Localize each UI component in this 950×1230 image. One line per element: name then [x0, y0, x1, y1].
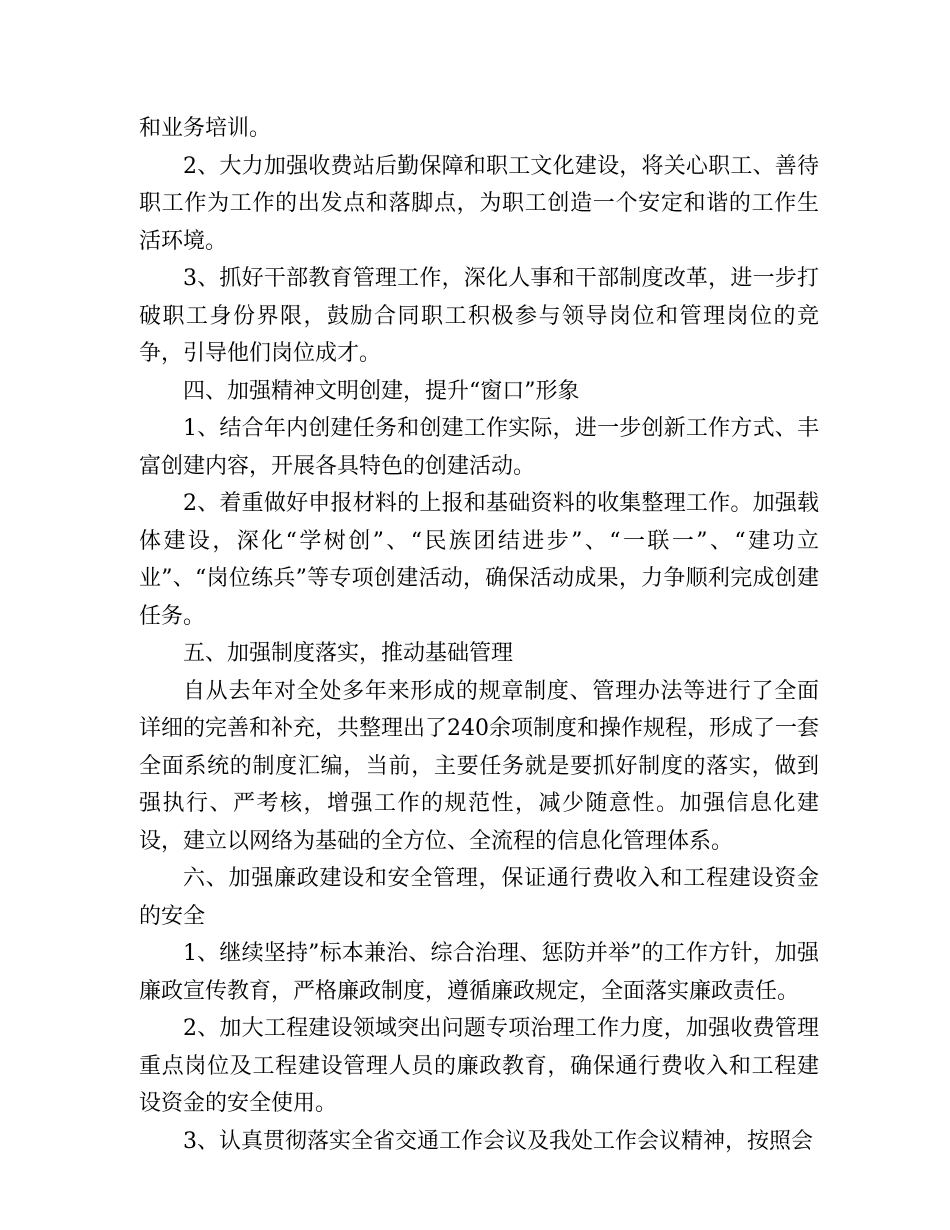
paragraph: 1、结合年内创建任务和创建工作实际，进一步创新工作方式、丰富创建内容，开展各具特色的创建活动。	[139, 416, 819, 479]
paragraph: 和业务培训。	[139, 116, 272, 141]
paragraph: 2、着重做好申报材料的上报和基础资料的收集整理工作。加强载体建设，深化“学树创”、“民族团结进步”、“一联一”、“建功立业”、“岗位练兵”等专项创建活动，确保活动成果，力争顺利完成创建任务。	[139, 491, 819, 629]
paragraph: 自从去年对全处多年来形成的规章制度、管理办法等进行了全面详细的完善和补充，共整理出了240余项制度和操作规程，形成了一套全面系统的制度汇编，当前，主要任务就是要抓好制度的落实，做到强执行、严考核，增强工作的规范性，减少随意性。加强信息化建设，建立以网络为基础的全方位、全流程的信息化管理体系。	[139, 678, 819, 854]
section-heading: 六、加强廉政建设和安全管理，保证通行费收入和工程建设资金的安全	[139, 866, 819, 929]
paragraph: 2、大力加强收费站后勤保障和职工文化建设，将关心职工、善待职工作为工作的出发点和落脚点，为职工创造一个安定和谐的工作生活环境。	[139, 153, 819, 254]
section-heading: 五、加强制度落实，推动基础管理	[183, 641, 514, 666]
document-body	[139, 110, 819, 1160]
paragraph: 3、认真贯彻落实全省交通工作会议及我处工作会议精神，按照会	[183, 1128, 813, 1154]
paragraph: 3、抓好干部教育管理工作，深化人事和干部制度改革，进一步打破职工身份界限，鼓励合同职工积极参与领导岗位和管理岗位的竞争，引导他们岗位成才。	[139, 266, 819, 366]
paragraph: 2、加大工程建设领域突出问题专项治理工作力度，加强收费管理重点岗位及工程建设管理人员的廉政教育，确保通行费收入和工程建设资金的安全使用。	[139, 1016, 819, 1116]
paragraph: 1、继续坚持”标本兼治、综合治理、惩防并举”的工作方针，加强廉政宣传教育，严格廉政制度，遵循廉政规定，全面落实廉政责任。	[139, 941, 819, 1004]
section-heading: 四、加强精神文明创建，提升“窗口”形象	[183, 378, 580, 404]
